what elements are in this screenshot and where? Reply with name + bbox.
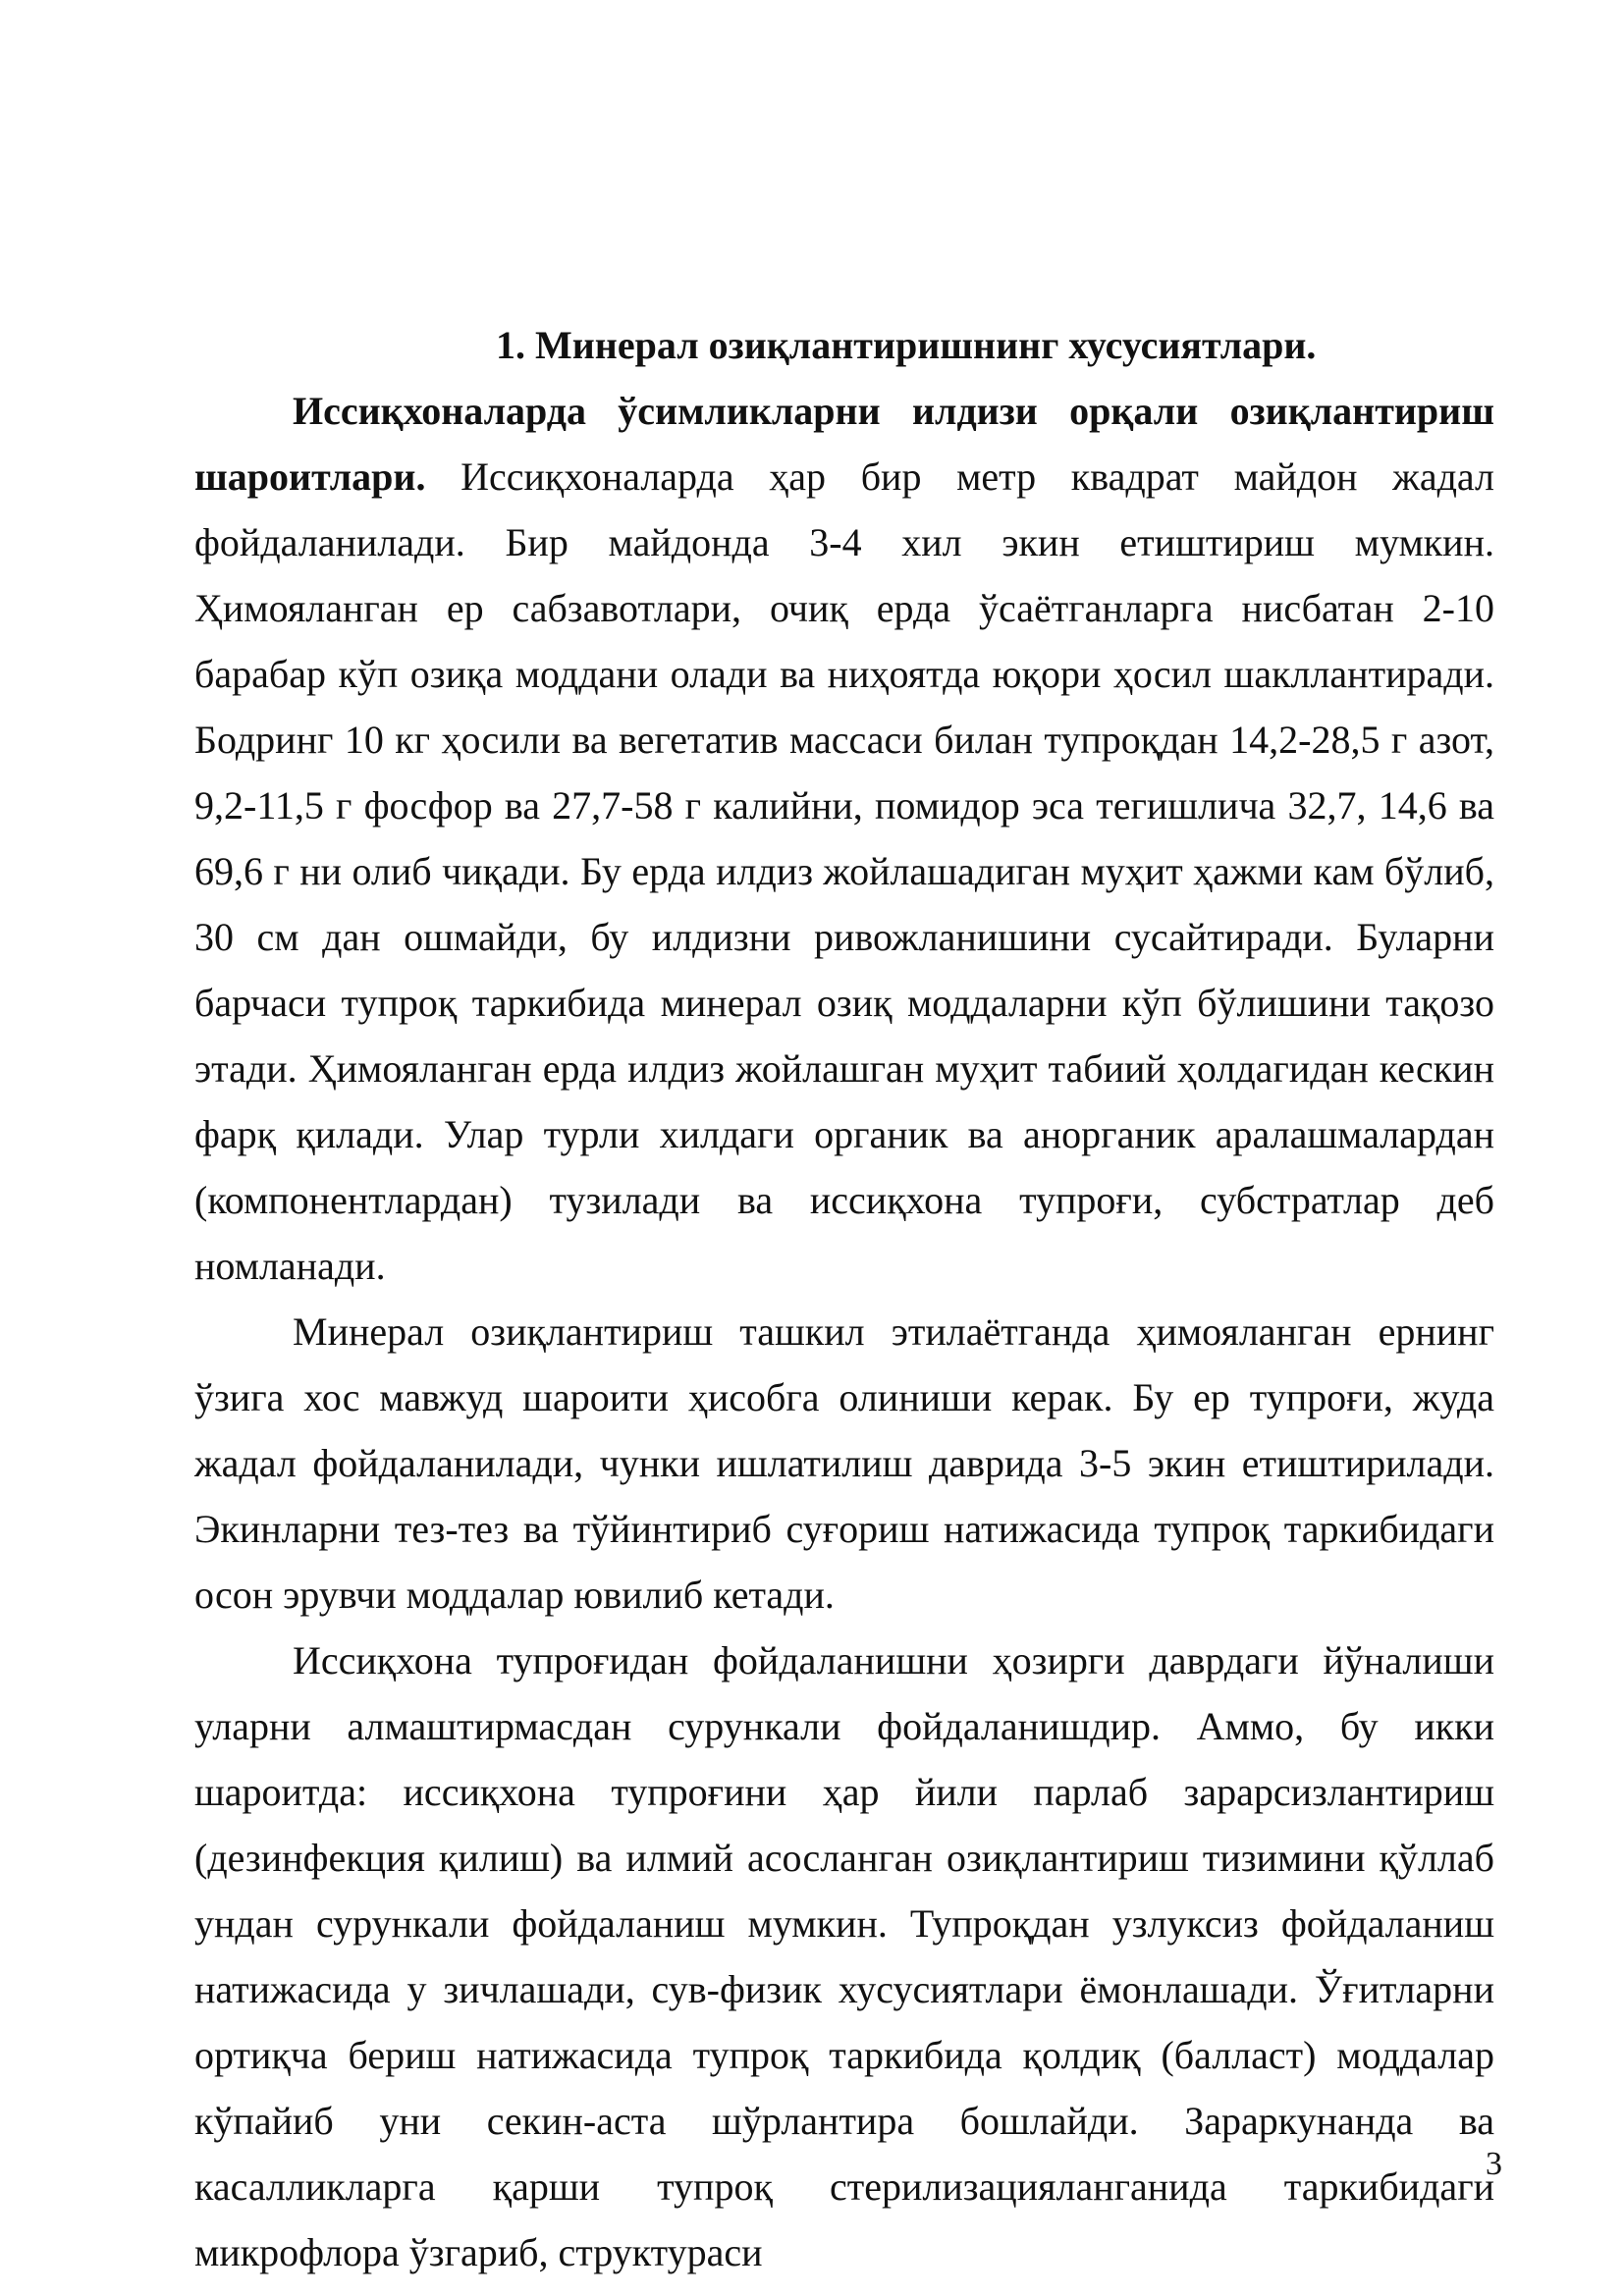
paragraph-3-text: Иссиқхона тупроғидан фойдаланишни ҳозирги даврдаги йўналиши уларни алмаштирмасдан сурункали фойдаланишдир. Аммо, бу икки шароитда: иссиқхона тупроғини ҳар йили парлаб зарарсизлантириш (дезинфекция қилиш) ва илмий асосланган озиқлантириш тизимини қўллаб ундан сурункали фойдаланиш мумкин. Тупроқдан узлуксиз фойдаланиш натижасида у зичлашади, сув-физик хусусиятлари ёмонлашади. Ўғитларни ортиқча бериш натижасида тупроқ таркибида қолдиқ (балласт) моддалар кўпайиб уни секин-аста шўрлантира бошлайди. Зараркунанда ва касалликларга қарши тупроқ стерилизацияланганида таркибидаги микрофлора ўзгариб, структураси [194,1638,1494,2274]
paragraph-1-text: Иссиқхоналарда ҳар бир метр квадрат майдон жадал фойдаланилади. Бир майдонда 3-4 хил экин етиштириш мумкин. Ҳимояланган ер сабзавотлари, очиқ ерда ўсаётганларга нисбатан 2-10 барабар кўп озиқа моддани олади ва ниҳоятда юқори ҳосил шакллантиради. Бодринг 10 кг ҳосили ва вегетатив массаси билан тупроқдан 14,2-28,5 г азот, 9,2-11,5 г фосфор ва 27,7-58 г калийни, помидор эса тегишлича 32,7, 14,6 ва 69,6 г ни олиб чиқади. Бу ерда илдиз жойлашадиган муҳит ҳажми кам бўлиб, 30 см дан ошмайди, бу илдизни ривожланишини сусайтиради. Буларни барчаси тупроқ таркибида минерал озиқ моддаларни кўп бўлишини тақозо этади. Ҳимояланган ерда илдиз жойлашган муҳит табиий ҳолдагидан кескин фарқ қилади. Улар турли хилдаги органик ва анорганик аралашмалардан (компонентлардан) тузилади ва иссиқхона тупроғи, субстратлар деб номланади. [194,454,1494,1288]
paragraph-2-text: Минерал озиқлантириш ташкил этилаётганда ҳимояланган ернинг ўзига хос мавжуд шароити ҳисобга олиниши керак. Бу ер тупроғи, жуда жадал фойдаланилади, чунки ишлатилиш даврида 3-5 экин етиштирилади. Экинларни тез-тез ва тўйинтириб суғориш натижасида тупроқ таркибидаги осон эрувчи моддалар ювилиб кетади. [194,1309,1494,1617]
paragraph-1-lead: Иссиқхоналарда ўсимликларни илдизи орқали озиқлантириш шароитлари. [194,389,1494,499]
paragraph-2 [194,1299,1494,1628]
paragraph-1 [194,378,1494,1299]
section-heading: 1. Минерал озиқлантиришнинг хусусиятлари. [496,323,1317,367]
paragraph-3 [194,1628,1494,2285]
page-number: 3 [1486,2146,1502,2182]
document-body [194,312,1494,2285]
